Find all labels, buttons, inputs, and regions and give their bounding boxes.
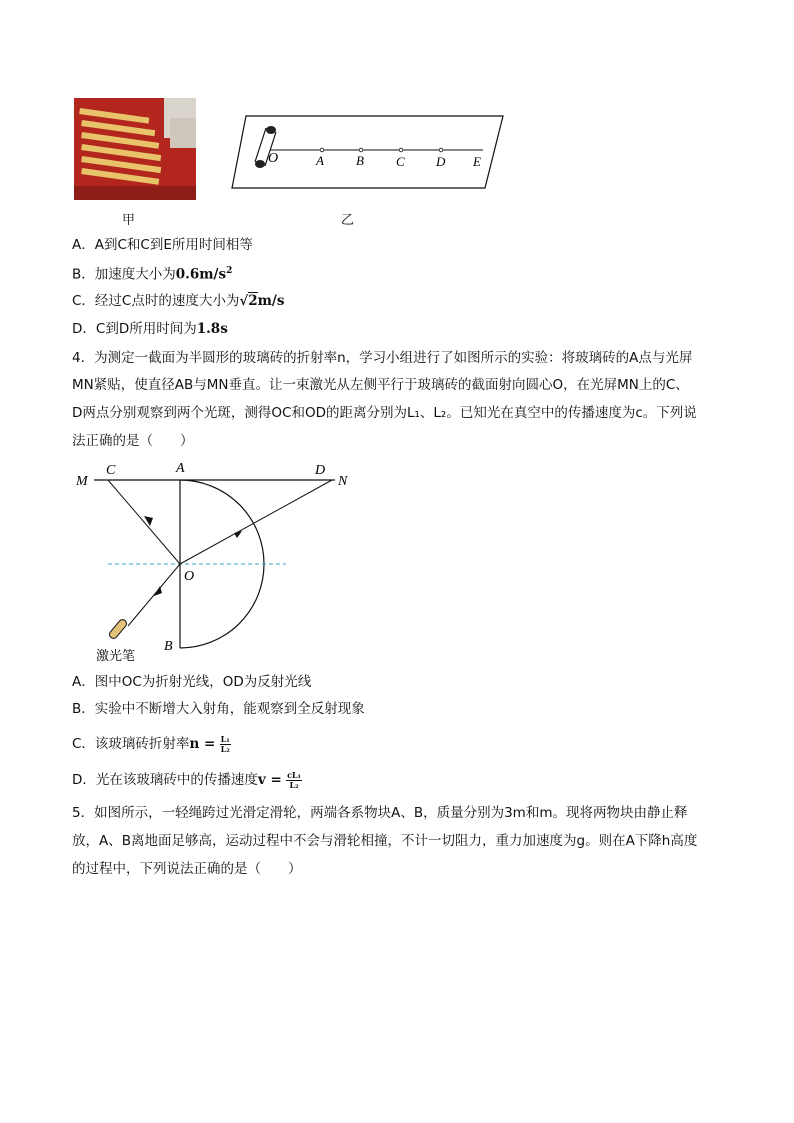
label-B: B <box>164 639 173 654</box>
q3-option-b: B．加速度大小为$0.6m/s^2$ <box>72 266 233 283</box>
fraction-c: $\frac{\text{L₁}}{\text{L₂}}$ <box>220 733 230 754</box>
q5-stem-line-3: 的过程中，下列说法正确的是（ ） <box>72 861 302 877</box>
fraction-d: $\frac{\text{cL₁}}{\text{L₂}}$ <box>287 769 302 790</box>
label-A: A <box>176 461 185 476</box>
q3-option-c: C．经过C点时的速度大小为√2m/s <box>72 293 285 309</box>
incident-ray <box>128 564 180 626</box>
q4-option-a: A．图中OC为折射光线，OD为反射光线 <box>72 674 312 690</box>
label-C: C <box>396 154 405 169</box>
label-C: C <box>106 463 116 478</box>
label-N: N <box>338 474 348 489</box>
q3-option-a: A．A到C和C到E所用时间相等 <box>72 237 253 253</box>
arrow-OD-icon <box>234 531 242 538</box>
q4-option-c: C．该玻璃砖折射率n = $\frac{\text{L₁}}{\text{L₂}}$ <box>72 733 230 754</box>
label-O: O <box>268 151 279 166</box>
label-D: D <box>315 463 326 478</box>
q4-stem-line-3: D两点分别观察到两个光斑，测得OC和OD的距离分别为L₁、L₂。已知光在真空中的传播速度为c。下列说 <box>72 405 697 421</box>
label-B: B <box>356 153 364 168</box>
label-O: O <box>184 569 195 584</box>
q3-option-d: D．C到D所用时间为1.8s <box>72 321 228 337</box>
label-A: A <box>316 153 324 168</box>
label-M: M <box>76 474 88 489</box>
q4-option-d: D．光在该玻璃砖中的传播速度v = $\frac{\text{cL₁}}{\text{L₂}}$ <box>72 769 302 790</box>
q4-stem-line-4: 法正确的是（ ） <box>72 433 194 449</box>
incline-diagram <box>228 110 508 194</box>
experiment-photo <box>74 98 196 200</box>
label-laser-pen: 激光笔 <box>96 649 136 664</box>
q5-stem-line-2: 放，A、B离地面足够高，运动过程中不会与滑轮相撞，不计一切阻力，重力加速度为g。则在A下降h高度 <box>72 833 698 849</box>
q5-stem-line-1: 5．如图所示，一轻绳跨过光滑定滑轮，两端各系物块A、B，质量分别为3m和m。现将两物块由静止释 <box>72 805 688 821</box>
ray-OD <box>180 480 332 564</box>
caption-yi: 乙 <box>341 213 355 228</box>
ray-OC <box>108 480 180 564</box>
refraction-diagram <box>70 458 360 668</box>
q4-option-b: B．实验中不断增大入射角，能观察到全反射现象 <box>72 701 365 717</box>
label-E: E <box>473 154 481 169</box>
q4-stem-line-2: MN紧贴，使直径AB与MN垂直。让一束激光从左侧平行于玻璃砖的截面射向圆心O，在光屏MN上的C、 <box>72 377 689 393</box>
q4-stem-line-1: 4．为测定一截面为半圆形的玻璃砖的折射率n，学习小组进行了如图所示的实验：将玻璃砖的A点与光屏 <box>72 350 693 366</box>
label-D: D <box>436 154 446 169</box>
caption-jia: 甲 <box>122 213 136 228</box>
photo-illustration <box>74 98 196 200</box>
arrow-OC-icon <box>144 516 153 526</box>
laser-pen-icon <box>108 618 128 640</box>
